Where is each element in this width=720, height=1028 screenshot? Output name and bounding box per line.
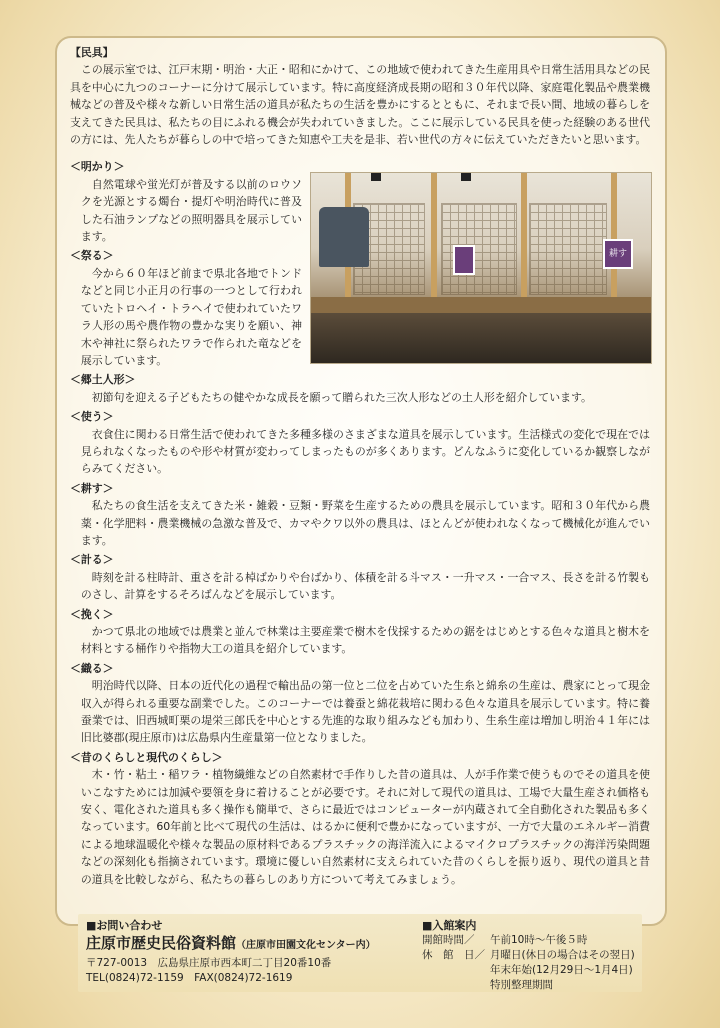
opening-hours-value: 午前10時〜午後５時 xyxy=(490,934,588,946)
section-text-tagayasu: 私たちの食生活を支えてきた米・雑穀・豆類・野菜を生産するための農具を展示しています。昭和３０年代から農薬・化学肥料・農業機械の急激な普及で、カマやクワ以外の農具は、ほとんどが使われなくなって機械化が進んでいます。 xyxy=(80,499,650,547)
intro-text: この展示室では、江戸末期・明治・大正・昭和にかけて、この地域で使われてきた生産用具や日常生活用具などの民具を中心に九つのコーナーに分けて展示しています。特に高度経済成長期の昭和３０年代以降、家庭電化製品や農業機械などの普及や様々な新しい日常生活の道具が私たちの生活を豊かにするとともに、それまで長い間、地域の暮らしを支えてきた民具は、私たちの目にふれる機会が失われていきました。ここに展示している民具を使った経験のある世代の方には、先人たちが暮らしの中で培ってきた知恵や工夫を是非、若い世代の方々に伝えていただきたいと思います。 xyxy=(70,63,650,147)
closed-days-value: 月曜日(休日の場合はその翌日) xyxy=(490,949,635,961)
section-text-tsukau: 衣食住に関わる日常生活で使われてきた多種多様のさまざまな道具を展示しています。生活様式の変化で現在では見られなくなったものや形や材質が変わってしまったものが多くあります。どんなふうに変化しているか観察しながらみてください。 xyxy=(80,427,650,476)
section-heading-kyodo-ningyo: ＜郷土人形＞ xyxy=(70,373,136,387)
section-text-akari: 自然電球や蛍光灯が普及する以前のロウソクを光源とする燭台・提灯や明治時代に普及した石油ランプなどの照明器具を展示しています。 xyxy=(80,177,302,244)
section-text-kyodo-ningyo: 初節句を迎える子どもたちの健やかな成長を願って贈られた三次人形などの土人形を紹介しています。 xyxy=(91,390,592,404)
section-heading-mukashi-gendai: ＜昔のくらしと現代のくらし＞ xyxy=(70,750,223,764)
hanging-garment xyxy=(319,207,369,267)
section-text-mukashi-gendai: 木・竹・粘土・稲ワラ・植物繊維などの自然素材で手作りした昔の道具は、人が手作業で使うものでその道具を使いこなすためには加減や要領を身に着けることが必要です。それに対して現代の道具は、工場で大量生産され価格も安く、電化された道具も多く操作も簡単で、さらに最近ではコンピューターが内蔵されて全自動化された製品も多くなっています。60年前と比べて現代の生活は、はるかに便利で豊かになっていますが、一方で大量のエネルギー消費による地球温暖化や様々な製品の原材料であるプラスチックの海洋流入によるマイクロプラスチックの海洋汚染問題などの深刻化も指摘されています。環境に優しい自然素材に支えられていた昔のくらしを振り返り、現代の道具と昔の道具を比較しながら、私たちの暮らしのあり方について考えてみましょう。 xyxy=(80,768,650,886)
closed-days-row xyxy=(422,948,638,963)
footer-info-box xyxy=(78,914,642,992)
section-text-oru: 明治時代以降、日本の近代化の過程で輸出品の第一位と二位を占めていた生糸と綿糸の生産は、農家にとって現金収入が得られる重要な副業でした。このコーナーでは養蚕と綿花栽培に関わる色々な道具を展示しています。特に養蚕業では、旧西城町栗の堤栄三郎氏を中心とする先進的な取り組みなども加わり、生糸生産は増加し明治４１年には旧比婆郡(現庄原市)は広島県内生産量第一位となりました。 xyxy=(80,679,650,745)
admission-label: ■入館案内 xyxy=(422,919,477,932)
museum-tel-fax: TEL(0824)72-1159 FAX(0824)72-1619 xyxy=(86,972,293,984)
pillar xyxy=(521,173,527,313)
contact-label: ■お問い合わせ xyxy=(86,919,163,932)
section-heading-hiku: ＜挽く＞ xyxy=(70,607,114,621)
section-heading-tsukau: ＜使う＞ xyxy=(70,410,114,424)
museum-subtitle: （庄原市田園文化センター内） xyxy=(236,940,376,951)
section-text-hiku: かつて県北の地域では農業と並んで林業は主要産業で樹木を伐採するための鋸をはじめとする色々な道具と樹木を材料とする桶作りや指物大工の道具を紹介しています。 xyxy=(80,625,650,656)
exhibit-photo xyxy=(310,172,652,364)
section-heading-hakaru: ＜計る＞ xyxy=(70,553,114,567)
museum-address: 〒727-0013 広島県庄原市西本町二丁目20番10番 xyxy=(86,957,332,969)
exhibit-sign-tagayasu: 耕す xyxy=(603,239,633,269)
display-grid xyxy=(529,203,607,295)
document-body xyxy=(70,44,650,888)
admission-block xyxy=(422,918,638,993)
section-text-matsuru: 今から６０年ほど前まで県北各地でトンドなどと同じ小正月の行事の一つとして行われていたトロヘイ・トラヘイで使われていたワラ人形の馬や農作物の豊かな実りを願い、神木や神社に祭られたワラで作られた竜などを展示しています。 xyxy=(80,266,302,367)
museum-name xyxy=(86,933,416,956)
closed-days-key: 休 館 日／ xyxy=(422,949,485,961)
closed-days-special: 特別整理期間 xyxy=(490,979,553,991)
section-heading-tagayasu: ＜耕す＞ xyxy=(70,481,114,495)
exhibit-sign xyxy=(453,245,475,275)
section-heading-akari: ＜明かり＞ xyxy=(70,160,125,174)
ceiling-lamp xyxy=(371,173,381,181)
floor xyxy=(311,313,651,363)
section-heading-matsuru: ＜祭る＞ xyxy=(70,249,114,263)
ceiling-lamp xyxy=(461,173,471,181)
intro-heading: 【民具】 xyxy=(70,46,114,59)
photo-area xyxy=(70,158,650,369)
opening-hours-key: 開館時間／ xyxy=(422,934,475,946)
section-text-hakaru: 時刻を計る柱時計、重さを計る棹ばかりや台ばかり、体積を計る斗マス・一升マス・一合マス、長さを計る竹製ものさし、計算をするそろばんなどを展示しています。 xyxy=(80,570,650,602)
left-column xyxy=(70,158,302,369)
museum-name-text: 庄原市歴史民俗資料館 xyxy=(86,934,237,952)
closed-days-new-year: 年末年始(12月29日〜1月4日) xyxy=(490,964,633,976)
section-heading-oru: ＜織る＞ xyxy=(70,661,114,675)
opening-hours-row xyxy=(422,933,638,948)
contact-block xyxy=(86,918,416,986)
display-wall xyxy=(311,297,651,313)
pillar xyxy=(431,173,437,313)
